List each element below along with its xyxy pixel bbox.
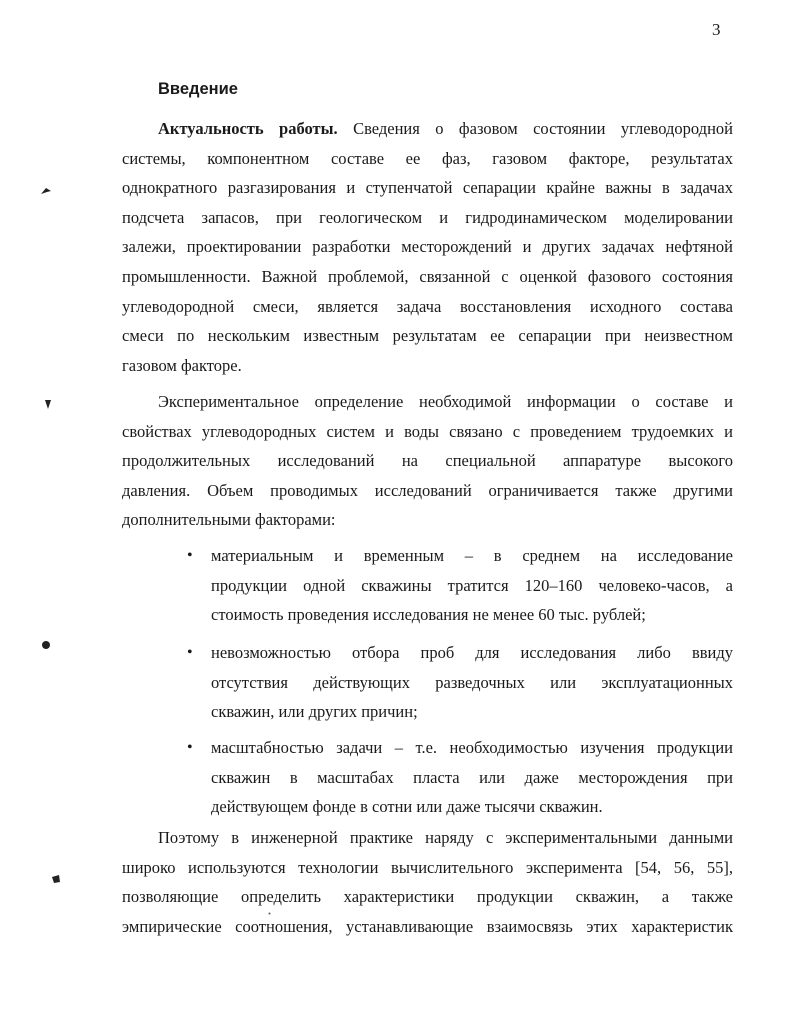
text-line: смеси по нескольким известным результатам ее сепарации при неизвестном bbox=[122, 326, 733, 346]
bullet-item-sampling bbox=[187, 638, 733, 727]
text-line: материальным и временным – в среднем на исследование bbox=[211, 546, 733, 565]
text-line: широко используются технологии вычислительного эксперимента [54, 56, 55], bbox=[122, 857, 733, 877]
text-line: Экспериментальное определение необходимой информации о составе и bbox=[158, 392, 733, 411]
scan-mark-icon bbox=[40, 186, 48, 194]
scan-speck-icon bbox=[268, 912, 276, 920]
text-line: действующем фонде в сотни или даже тысячи скважин. bbox=[211, 797, 603, 817]
text-line: Поэтому в инженерной практике наряду с экспериментальными данными bbox=[158, 828, 733, 847]
paragraph-relevance bbox=[122, 114, 733, 380]
text-line: свойствах углеводородных систем и воды связано с проведением трудоемких и bbox=[122, 421, 733, 441]
text-line: углеводородной смеси, является задача восстановления исходного состава bbox=[122, 296, 733, 316]
text-line: позволяющие определить характеристики продукции скважин, а также bbox=[122, 887, 733, 907]
text-line: продолжительных исследований на специальной аппаратуре высокого bbox=[122, 451, 733, 471]
page-number: 3 bbox=[712, 20, 721, 39]
text-line: однократного разгазирования и ступенчатой сепарации крайне важны в задачах bbox=[122, 178, 733, 198]
bullet-icon: • bbox=[187, 739, 193, 756]
text-line: невозможностью отбора проб для исследования либо ввиду bbox=[211, 643, 733, 662]
text-line-content: Сведения о фазовом состоянии углеводородной bbox=[337, 119, 733, 138]
bullet-item-scale bbox=[187, 733, 733, 822]
text-line bbox=[122, 114, 733, 144]
text-line: эмпирические соотношения, устанавливающие взаимосвязь этих характеристик bbox=[122, 916, 733, 936]
bullet-icon: • bbox=[187, 547, 193, 564]
text-line: подсчета запасов, при геологическом и гидродинамическом моделировании bbox=[122, 207, 733, 227]
text-line: газовом факторе. bbox=[122, 355, 242, 375]
text-line: стоимость проведения исследования не менее 60 тыс. рублей; bbox=[211, 605, 646, 625]
text-line: залежи, проектировании разработки месторождений и других задачах нефтяной bbox=[122, 237, 733, 257]
text-line: промышленности. Важной проблемой, связанной с оценкой фазового состояния bbox=[122, 266, 733, 286]
text-line: скважин в масштабах пласта или даже месторождения при bbox=[211, 767, 733, 787]
text-line: давления. Объем проводимых исследований ограничивается также другими bbox=[122, 480, 733, 500]
paragraph-practice bbox=[122, 823, 733, 941]
paragraph-lead: Актуальность работы. bbox=[158, 119, 338, 138]
scan-mark-icon bbox=[41, 640, 49, 648]
scan-mark-icon bbox=[44, 398, 52, 406]
text-line: масштабностью задачи – т.е. необходимостью изучения продукции bbox=[211, 738, 733, 757]
bullet-item-material bbox=[187, 541, 733, 630]
section-heading: Введение bbox=[158, 80, 238, 98]
text-line: системы, компонентном составе ее фаз, газовом факторе, результатах bbox=[122, 148, 733, 168]
text-line: скважин, или других причин; bbox=[211, 702, 418, 722]
scan-mark-icon bbox=[51, 874, 59, 882]
paragraph-experimental bbox=[122, 387, 733, 535]
text-line: продукции одной скважины тратится 120–160 человеко-часов, а bbox=[211, 575, 733, 595]
text-line: отсутствия действующих разведочных или эксплуатационных bbox=[211, 672, 733, 692]
text-line: дополнительными факторами: bbox=[122, 510, 336, 530]
bullet-icon: • bbox=[187, 644, 193, 661]
